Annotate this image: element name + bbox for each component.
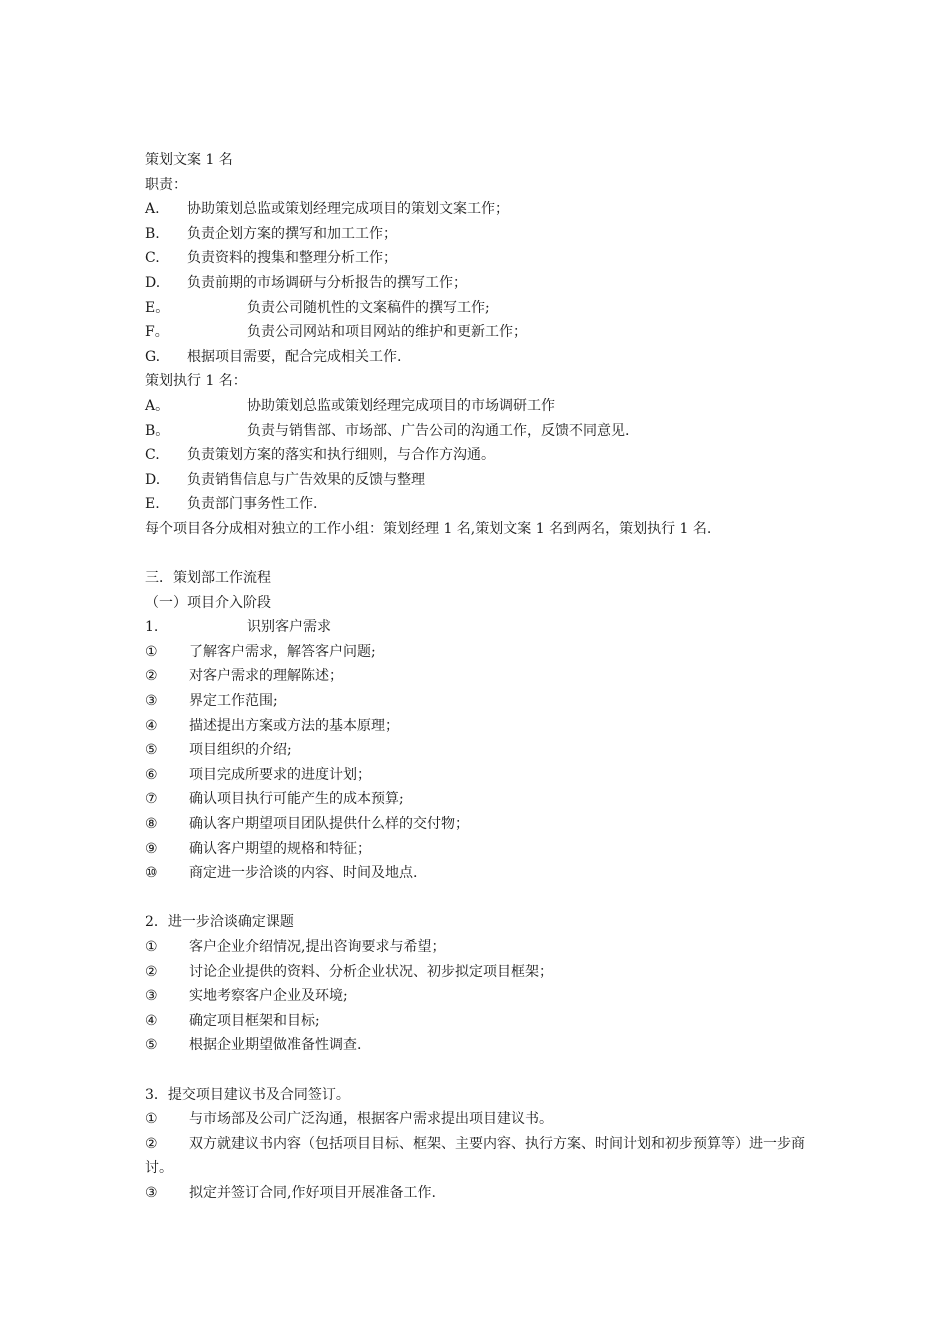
list-text: 负责与销售部、市场部、广告公司的沟通工作，反馈不同意见. — [247, 422, 630, 439]
section-title-copywriter: 策划文案 1 名 — [145, 152, 233, 168]
list-text: 确认客户期望的规格和特征； — [189, 840, 371, 857]
list-text: 实地考察客户企业及环境; — [189, 988, 348, 1005]
list-marker: ⑩ — [145, 865, 158, 882]
list-text: 与市场部及公司广泛沟通，根据客户需求提出项目建议书。 — [189, 1111, 553, 1128]
list-text: 负责资料的搜集和整理分析工作； — [187, 250, 397, 267]
list-item — [145, 492, 815, 517]
list-item — [145, 1132, 815, 1181]
list-marker: ③ — [145, 693, 158, 710]
list-item — [145, 1009, 815, 1034]
step-title: 3．提交项目建议书及合同签订。 — [145, 1086, 350, 1103]
list-text: 客户企业介绍情况,提出咨询要求与希望； — [189, 939, 446, 955]
list-item — [145, 246, 815, 271]
list-marker: ⑧ — [145, 816, 158, 833]
list-text: 负责公司随机性的文案稿件的撰写工作; — [247, 299, 490, 316]
list-item — [145, 394, 815, 419]
list-item — [145, 419, 815, 444]
list-marker: D. — [145, 274, 161, 291]
list-text: 对客户需求的理解陈述； — [189, 668, 343, 685]
list-marker: A. — [145, 201, 160, 218]
phase-title: （一）项目介入阶段 — [145, 594, 271, 611]
list-marker: E。 — [145, 299, 170, 316]
list-marker: ② — [145, 963, 158, 980]
list-text: 了解客户需求，解答客户问题; — [189, 643, 376, 660]
list-marker: F。 — [145, 324, 169, 341]
list-marker: ① — [145, 643, 158, 660]
list-item — [145, 468, 815, 493]
list-marker: D. — [145, 471, 161, 488]
list-marker: ① — [145, 939, 158, 955]
list-text: 负责策划方案的落实和执行细则，与合作方沟通。 — [187, 447, 495, 464]
list-item — [145, 271, 815, 296]
spacer — [145, 886, 815, 911]
list-item — [145, 787, 815, 812]
list-item — [145, 738, 815, 763]
list-text: 拟定并签订合同,作好项目开展准备工作. — [189, 1184, 436, 1201]
section-title-workflow: 三．策划部工作流程 — [145, 570, 271, 587]
list-marker: ⑨ — [145, 840, 158, 857]
list-item — [145, 763, 815, 788]
list-text: 负责前期的市场调研与分析报告的撰写工作； — [187, 274, 467, 291]
document-page — [145, 148, 815, 1206]
list-marker: C. — [145, 250, 160, 267]
list-item — [145, 714, 815, 739]
list-item — [145, 664, 815, 689]
list-marker: ① — [145, 1111, 158, 1128]
list-marker: ② — [145, 1135, 158, 1152]
step-title: 2．进一步洽谈确定课题 — [145, 914, 294, 931]
list-text: 负责销售信息与广告效果的反馈与整理 — [187, 471, 425, 488]
list-item — [145, 443, 815, 468]
list-marker: ③ — [145, 1184, 158, 1201]
list-text: 负责企划方案的撰写和加工工作； — [187, 225, 397, 242]
list-text: 根据项目需要，配合完成相关工作. — [187, 348, 402, 365]
list-marker: ③ — [145, 988, 158, 1005]
list-item — [145, 984, 815, 1009]
list-marker: G. — [145, 348, 161, 365]
list-marker: A。 — [145, 397, 170, 414]
list-marker: ⑥ — [145, 766, 158, 783]
list-item — [145, 812, 815, 837]
list-text: 描述提出方案或方法的基本原理； — [189, 717, 399, 734]
list-text: 项目完成所要求的进度计划； — [189, 766, 371, 783]
list-item — [145, 222, 815, 247]
list-marker: ⑦ — [145, 791, 158, 808]
list-text: 协助策划总监或策划经理完成项目的策划文案工作； — [187, 201, 509, 218]
list-item — [145, 960, 815, 985]
list-item — [145, 1107, 815, 1132]
step-text: 识别客户需求 — [247, 619, 331, 636]
duty-label: 职责： — [145, 176, 187, 193]
list-marker: ④ — [145, 717, 158, 734]
list-text: 协助策划总监或策划经理完成项目的市场调研工作 — [247, 397, 555, 414]
list-text: 负责部门事务性工作. — [187, 496, 318, 513]
list-marker: ④ — [145, 1012, 158, 1029]
step-title — [145, 615, 815, 640]
list-item — [145, 320, 815, 345]
section-title-executor: 策划执行 1 名： — [145, 373, 247, 390]
list-text: 商定进一步洽谈的内容、时间及地点. — [189, 865, 418, 882]
list-item — [145, 837, 815, 862]
list-text: 根据企业期望做准备性调查. — [189, 1037, 362, 1054]
list-text: 界定工作范围; — [189, 693, 278, 710]
list-marker: B。 — [145, 422, 170, 439]
list-item — [145, 861, 815, 886]
list-marker: ⑤ — [145, 1037, 158, 1054]
list-text: 确定项目框架和目标; — [189, 1012, 320, 1029]
list-text: 负责公司网站和项目网站的维护和更新工作； — [247, 324, 527, 341]
team-summary: 每个项目各分成相对独立的工作小组：策划经理 1 名,策划文案 1 名到两名，策划执行 1 名. — [145, 520, 712, 537]
list-item — [145, 935, 815, 960]
step-marker: 1. — [145, 619, 159, 636]
list-marker: E. — [145, 496, 160, 513]
list-marker: B. — [145, 225, 160, 242]
list-marker: ② — [145, 668, 158, 685]
list-item — [145, 197, 815, 222]
list-item — [145, 640, 815, 665]
list-item — [145, 345, 815, 370]
spacer — [145, 1058, 815, 1083]
list-item — [145, 296, 815, 321]
list-item — [145, 1181, 815, 1206]
list-text: 讨论企业提供的资料、分析企业状况、初步拟定项目框架； — [189, 963, 553, 980]
spacer — [145, 542, 815, 567]
list-text: 双方就建议书内容（包括项目目标、框架、主要内容、执行方案、时间计划和初步预算等）进一步商讨。 — [145, 1135, 805, 1177]
list-marker: C. — [145, 447, 160, 464]
list-item — [145, 689, 815, 714]
list-text: 确认客户期望项目团队提供什么样的交付物； — [189, 816, 469, 833]
list-text: 项目组织的介绍; — [189, 742, 292, 759]
list-item — [145, 1033, 815, 1058]
list-text: 确认项目执行可能产生的成本预算; — [189, 791, 404, 808]
list-marker: ⑤ — [145, 742, 158, 759]
